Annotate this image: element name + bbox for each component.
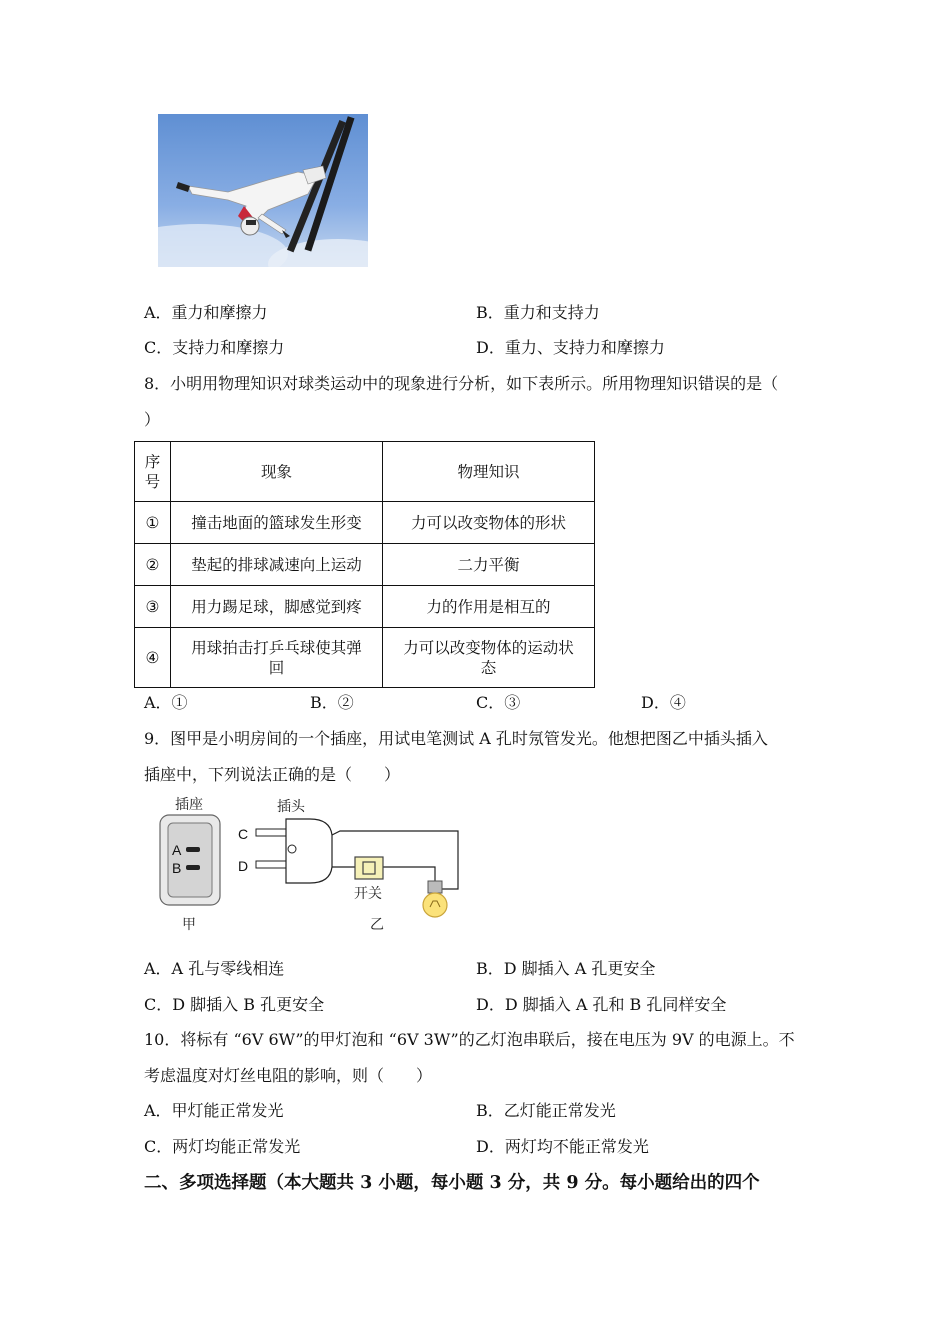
header-phenomenon: 现象 [171,442,383,502]
table-row [135,544,595,586]
hole-b-label: B [172,860,182,876]
skier-photo [158,114,368,267]
row-knowledge: 力可以改变物体的形状 [383,502,595,544]
q8-option-c: C．③ [476,693,521,712]
q9-stem-line2: 插座中，下列说法正确的是（ ） [144,765,401,784]
q9-option-b: B．D 脚插入 A 孔更安全 [476,959,656,978]
caption-jia: 甲 [182,916,196,932]
bulb-icon [423,893,447,917]
q7-option-a: A．重力和摩擦力 [144,303,268,322]
q10-stem-line2: 考虑温度对灯丝电阻的影响，则（ ） [144,1066,433,1085]
table-row [135,628,595,688]
q8-option-a: A．① [144,693,188,712]
q10-option-a: A．甲灯能正常发光 [144,1101,284,1120]
caption-yi: 乙 [370,916,384,932]
q9-option-c: C．D 脚插入 B 孔更安全 [144,995,325,1014]
row-index: ③ [135,586,171,628]
row-phenomenon: 用力踢足球，脚感觉到疼 [171,586,383,628]
q8-stem-line1: 8．小明用物理知识对球类运动中的现象进行分析，如下表所示。所用物理知识错误的是（ [144,374,779,393]
hole-b-slot [186,865,200,870]
pin-d-label: D [238,858,249,874]
switch-box [355,857,383,879]
q10-option-d: D．两灯均不能正常发光 [476,1137,649,1156]
table-header-row [135,442,595,502]
table-row [135,586,595,628]
q10-option-b: B．乙灯能正常发光 [476,1101,616,1120]
q9-stem-line1: 9．图甲是小明房间的一个插座，用试电笔测试 A 孔时氖管发光。他想把图乙中插头插入 [144,729,768,748]
switch-label: 开关 [354,885,382,901]
header-knowledge: 物理知识 [383,442,595,502]
q7-option-b: B．重力和支持力 [476,303,600,322]
hole-a-slot [186,847,200,852]
q7-option-d: D．重力、支持力和摩擦力 [476,338,665,357]
live-wire [332,831,458,889]
pin-d [256,861,286,868]
row-phenomenon: 垫起的排球减速向上运动 [171,544,383,586]
circuit-diagram [150,795,470,940]
hole-a-label: A [172,842,182,858]
q9-option-a: A．A 孔与零线相连 [144,959,285,978]
row-index: ② [135,544,171,586]
q10-stem-line1: 10．将标有 “6V 6W”的甲灯泡和 “6V 3W”的乙灯泡串联后，接在电压为 9V 的电源上。不 [144,1030,795,1049]
socket-label: 插座 [175,796,203,812]
q10-option-c: C．两灯均能正常发光 [144,1137,301,1156]
q9-figure [150,795,470,940]
section2-title: 二、多项选择题（本大题共 3 小题，每小题 3 分，共 9 分。每小题给出的四个 [144,1173,760,1193]
pin-c-label: C [238,826,249,842]
q8-stem-line2: ） [144,410,161,429]
switch-wire [383,867,435,889]
plug-rivet [288,845,296,853]
skier-image [158,114,368,267]
row-index: ④ [135,628,171,688]
pin-c [256,829,286,836]
row-phenomenon: 用球拍击打乒乓球使其弹 回 [171,628,383,688]
header-index: 序 号 [135,442,171,502]
q8-table [134,441,595,688]
q8-option-b: B．② [310,693,354,712]
row-knowledge: 二力平衡 [383,544,595,586]
row-phenomenon: 撞击地面的篮球发生形变 [171,502,383,544]
row-knowledge: 力的作用是相互的 [383,586,595,628]
bulb-base [428,881,442,893]
q7-option-c: C．支持力和摩擦力 [144,338,285,357]
row-index: ① [135,502,171,544]
table-row [135,502,595,544]
plug-label: 插头 [277,798,305,814]
q9-option-d: D．D 脚插入 A 孔和 B 孔同样安全 [476,995,727,1014]
row-knowledge: 力可以改变物体的运动状 态 [383,628,595,688]
q8-option-d: D．④ [641,693,686,712]
